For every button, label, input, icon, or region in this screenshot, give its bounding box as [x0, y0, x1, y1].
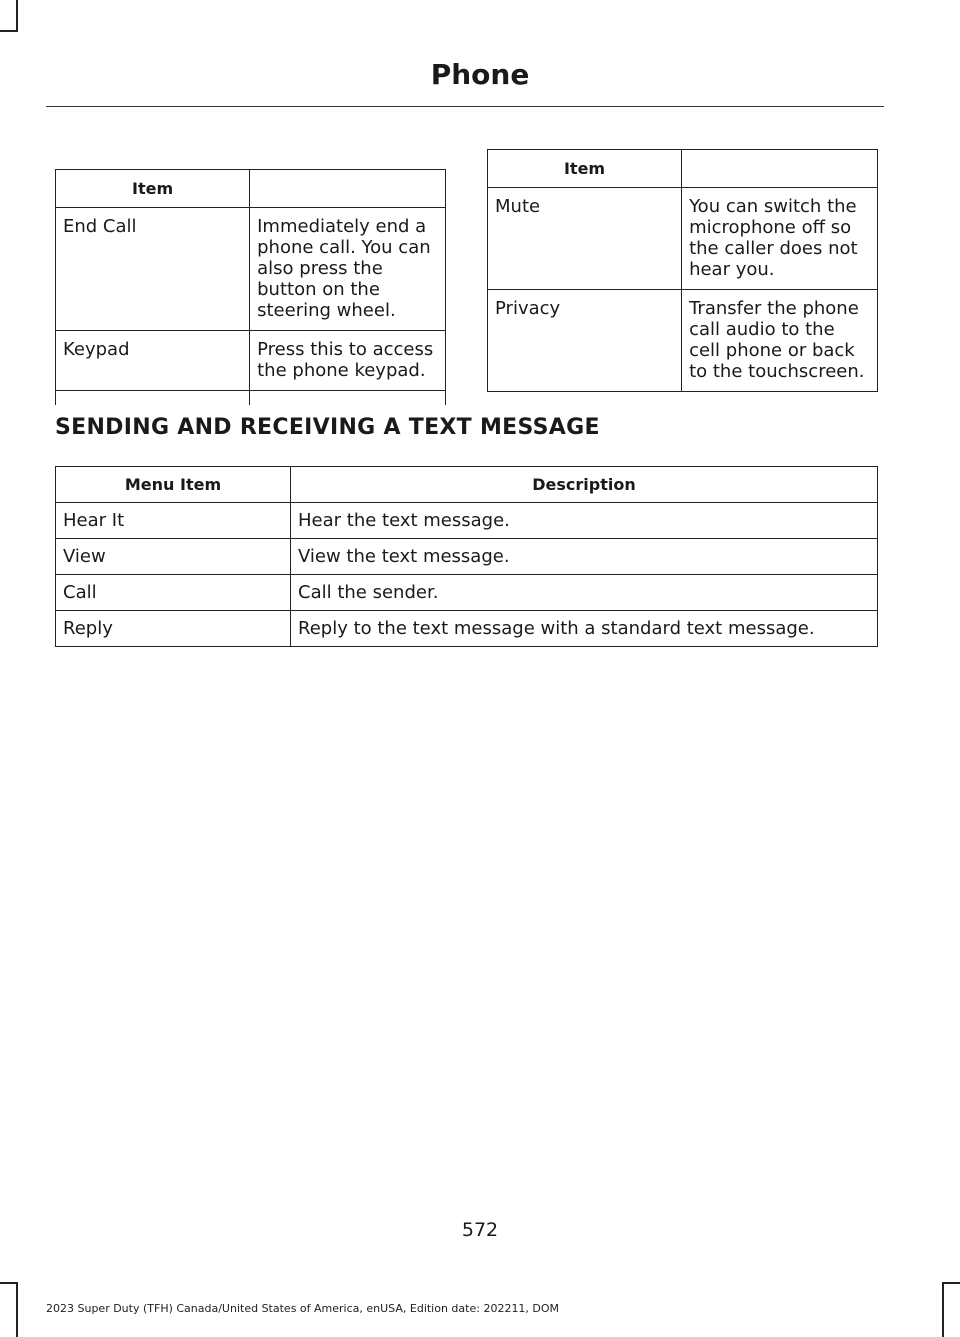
description-cell: You can switch the microphone off so the caller does not hear you. [682, 188, 878, 290]
item-cell: Keypad [56, 331, 250, 391]
table-header-row [488, 150, 878, 188]
description-cell: Hear the text message. [291, 503, 878, 539]
column-header-empty [250, 170, 446, 208]
table-row [56, 208, 446, 331]
column-header-menu-item: Menu Item [56, 467, 291, 503]
section-heading: SENDING AND RECEIVING A TEXT MESSAGE [55, 415, 600, 440]
item-cell: Mute [488, 188, 682, 290]
header-rule [46, 106, 884, 107]
crop-mark-top-left-v [16, 0, 18, 32]
menu-item-cell: View [56, 539, 291, 575]
table-row [488, 290, 878, 392]
page-title: Phone [430, 58, 530, 91]
table-row [56, 611, 878, 647]
call-options-table-left [55, 169, 446, 405]
page-number: 572 [461, 1219, 499, 1241]
text-message-table [55, 466, 878, 647]
continuation-cell [250, 391, 446, 406]
table-row [56, 575, 878, 611]
description-cell: Call the sender. [291, 575, 878, 611]
crop-mark-bottom-left-v [16, 1282, 18, 1337]
table-header-row [56, 170, 446, 208]
continuation-cell [56, 391, 250, 406]
description-cell: Reply to the text message with a standard text message. [291, 611, 878, 647]
column-header-description: Description [291, 467, 878, 503]
item-cell: Privacy [488, 290, 682, 392]
description-cell: View the text message. [291, 539, 878, 575]
table-row [56, 539, 878, 575]
edition-footer: 2023 Super Duty (TFH) Canada/United States of America, enUSA, Edition date: 202211, DOM [46, 1302, 560, 1315]
table-header-row [56, 467, 878, 503]
column-header-item: Item [488, 150, 682, 188]
menu-item-cell: Hear It [56, 503, 291, 539]
crop-mark-top-left-h [0, 30, 18, 32]
table-row [56, 331, 446, 391]
description-cell: Immediately end a phone call. You can also press the button on the steering wheel. [250, 208, 446, 331]
menu-item-cell: Call [56, 575, 291, 611]
column-header-item: Item [56, 170, 250, 208]
crop-mark-bottom-right-v [942, 1282, 944, 1337]
column-header-empty [682, 150, 878, 188]
crop-mark-bottom-right-h [942, 1282, 960, 1284]
table-continuation-row [56, 391, 446, 406]
description-cell: Press this to access the phone keypad. [250, 331, 446, 391]
call-options-table-right [487, 149, 878, 392]
table-row [56, 503, 878, 539]
description-cell: Transfer the phone call audio to the cell phone or back to the touchscreen. [682, 290, 878, 392]
item-cell: End Call [56, 208, 250, 331]
menu-item-cell: Reply [56, 611, 291, 647]
crop-mark-bottom-left-h [0, 1282, 18, 1284]
table-row [488, 188, 878, 290]
